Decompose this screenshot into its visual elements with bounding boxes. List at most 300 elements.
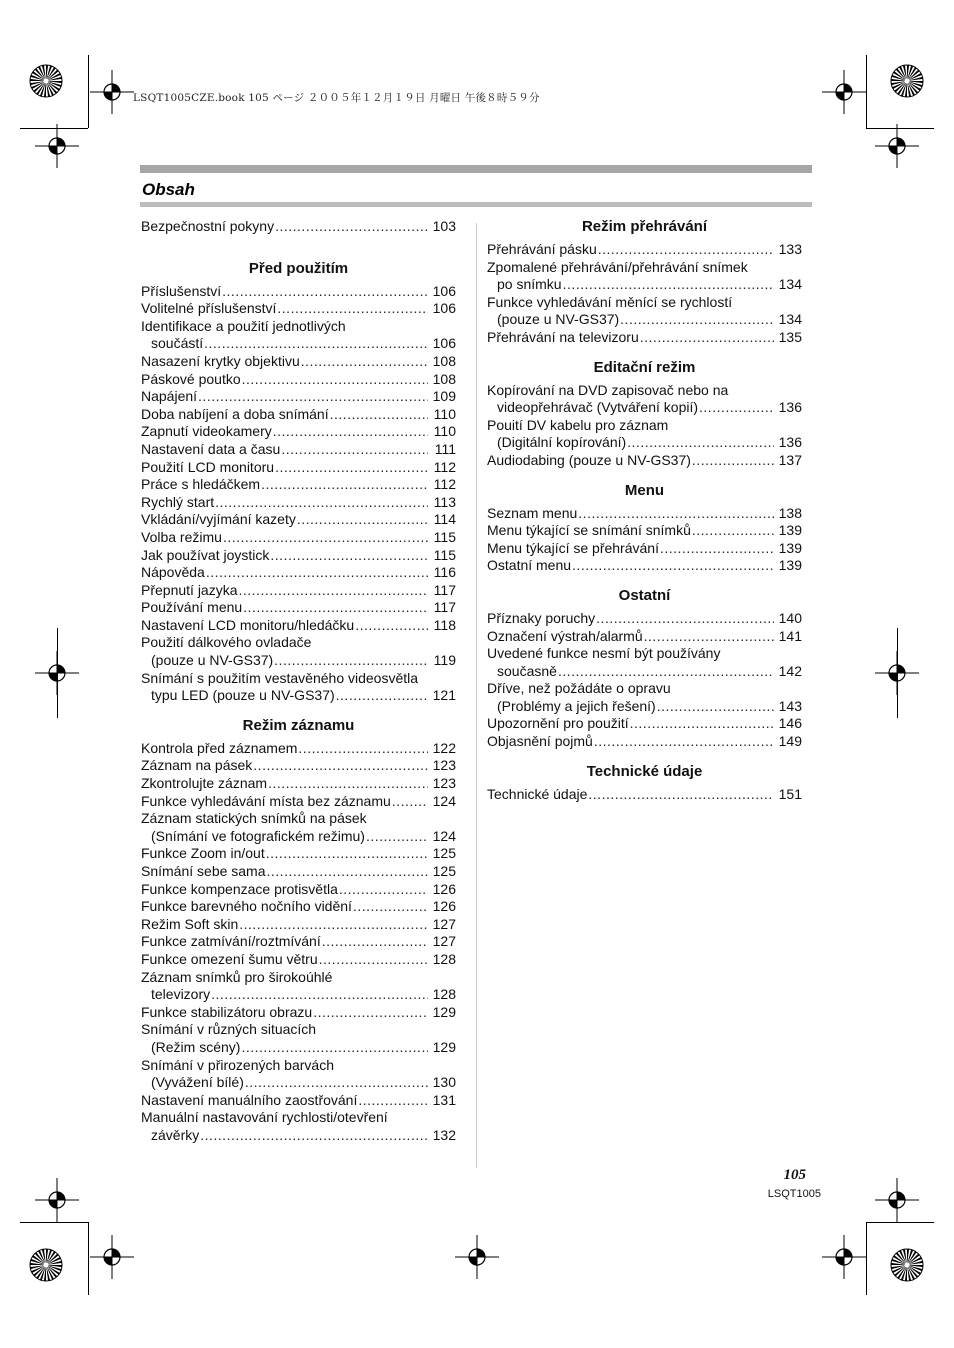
toc-entry-page: 139	[778, 539, 802, 556]
toc-entry	[141, 933, 456, 951]
toc-entry	[141, 863, 456, 881]
toc-entry-line	[141, 933, 456, 951]
toc-entry-page: 138	[778, 504, 802, 521]
toc-entry	[487, 557, 802, 575]
toc-entry-line	[487, 276, 802, 294]
toc-entry-text: Volba režimu	[141, 528, 222, 545]
toc-entry-text: Volitelné příslušenství	[141, 300, 277, 317]
toc-entry-text: Upozornění pro použití	[487, 715, 629, 732]
toc-entry-page: 146	[778, 715, 802, 732]
toc-entry-page: 135	[778, 328, 802, 345]
toc-entry-text-continued: součástí	[151, 335, 204, 352]
toc-entry-text-continued: (Snímání ve fotografickém režimu)	[151, 827, 365, 844]
toc-entry	[487, 505, 802, 523]
dot-leader	[239, 916, 428, 934]
toc-entry-page: 111	[434, 440, 456, 457]
toc-entry-page: 110	[433, 423, 456, 440]
dot-leader	[358, 1092, 428, 1110]
toc-entry	[487, 715, 802, 733]
toc-entry-page: 116	[433, 564, 456, 581]
toc-entry-line	[141, 617, 456, 635]
toc-entry-text: Nastavení data a času	[141, 440, 281, 457]
toc-entry-text: Označení výstrah/alarmů	[487, 627, 643, 644]
crosshair-mark-icon	[822, 1235, 866, 1279]
dot-leader	[640, 329, 774, 347]
toc-entry	[141, 371, 456, 389]
toc-entry-line	[141, 599, 456, 617]
toc-entry-page: 151	[778, 785, 802, 802]
toc-entry-text: Používání menu	[141, 599, 243, 616]
dot-leader	[200, 1127, 428, 1145]
toc-entry-text: Rychlý start	[141, 493, 215, 510]
toc-entry-page: 119	[433, 652, 456, 669]
toc-entry	[141, 441, 456, 459]
print-header-file-info: LSQT1005CZE.book 105 ページ ２００５年１２月１９日 月曜日 午後８時５９分	[133, 92, 540, 104]
toc-entry	[487, 241, 802, 259]
toc-entry-line	[487, 399, 802, 417]
dot-leader	[594, 733, 774, 751]
toc-entry-text: Snímání v různých situacích	[141, 1021, 317, 1038]
toc-entry-text: Snímání s použitím vestavěného videosvětla	[141, 669, 419, 686]
crosshair-mark-icon	[35, 124, 79, 168]
dot-leader	[572, 557, 774, 575]
toc-left-sections	[141, 260, 456, 1145]
toc-entry-line	[141, 335, 456, 353]
toc-entry-text: Funkce barevného nočního vidění	[141, 898, 352, 915]
toc-entry-line	[487, 452, 802, 470]
toc-entry-page: 117	[433, 599, 456, 616]
toc-entry-line	[141, 406, 456, 424]
toc-entry-line	[141, 775, 456, 793]
toc-entry-page: 114	[433, 511, 456, 528]
trim-line	[897, 628, 898, 718]
toc-entry-line	[141, 863, 456, 881]
toc-left-column	[141, 218, 456, 1145]
toc-entry-page: 140	[778, 609, 802, 626]
toc-entry-text: Dříve, než požádáte o opravu	[487, 680, 671, 697]
toc-entry-line	[141, 845, 456, 863]
toc-entry-line	[141, 881, 456, 899]
toc-entry	[487, 628, 802, 646]
toc-entry-line	[141, 300, 456, 318]
toc-entry-line	[141, 1039, 456, 1057]
toc-entry-text: Páskové poutko	[141, 370, 241, 387]
toc-entry-text: Menu týkající se přehrávání	[487, 539, 659, 556]
dot-leader	[319, 951, 428, 969]
toc-entry-line	[141, 986, 456, 1004]
toc-entry	[141, 547, 456, 565]
toc-entry	[487, 382, 802, 417]
toc-entry	[141, 599, 456, 617]
toc-entry-line	[141, 652, 456, 670]
toc-entry-text: Použití dálkového ovladače	[141, 634, 312, 651]
dot-leader	[268, 775, 428, 793]
toc-entry	[487, 680, 802, 715]
dot-leader	[692, 452, 774, 470]
column-divider	[476, 223, 477, 1168]
dot-leader	[578, 505, 774, 523]
toc-entry-text: Nastavení LCD monitoru/hledáčku	[141, 616, 355, 633]
toc-entry	[141, 617, 456, 635]
toc-entry-line	[141, 898, 456, 916]
toc-entry-line	[141, 582, 456, 600]
toc-entry-page: 128	[432, 950, 456, 967]
toc-entry-line	[487, 663, 802, 681]
toc-entry-text: Objasnění pojmů	[487, 733, 593, 750]
toc-entry-line	[141, 1092, 456, 1110]
dot-leader	[274, 652, 428, 670]
dot-leader	[657, 698, 774, 716]
toc-entry-text: Příznaky poruchy	[487, 609, 596, 626]
dot-leader	[699, 399, 774, 417]
toc-entry	[487, 786, 802, 804]
toc-entry-text: Vkládání/vyjímání kazety	[141, 511, 296, 528]
toc-entry-page: 141	[778, 627, 802, 644]
toc-entry-text: Audiodabing (pouze u NV-GS37)	[487, 451, 691, 468]
toc-entry	[141, 318, 456, 353]
toc-entry-line	[141, 529, 456, 547]
dot-leader	[692, 522, 774, 540]
dot-leader	[627, 434, 774, 452]
toc-entry-text: Snímání sebe sama	[141, 863, 266, 879]
dot-leader	[270, 547, 428, 565]
crosshair-mark-icon-svg	[875, 124, 919, 168]
toc-entry	[487, 733, 802, 751]
toc-entry-page: 149	[778, 733, 802, 750]
toc-entry-intro	[141, 218, 456, 236]
trim-line	[866, 1222, 867, 1295]
dot-leader	[355, 617, 428, 635]
toc-entry-text: Seznam menu	[487, 504, 578, 521]
dot-leader	[298, 740, 428, 758]
rosette-mark-icon-svg	[29, 64, 63, 98]
trim-line	[866, 128, 934, 129]
toc-entry	[141, 564, 456, 582]
toc-entry	[141, 1021, 456, 1056]
toc-entry-text: Jak používat joystick	[141, 546, 270, 563]
crosshair-mark-icon-svg	[822, 1235, 866, 1279]
toc-entry-page: 127	[432, 915, 456, 932]
toc-entry-text-continued: televizory	[151, 986, 211, 1003]
toc-section-title: Ostatní	[618, 586, 671, 604]
toc-entry-line	[141, 793, 456, 811]
toc-entry-line	[141, 1127, 456, 1145]
toc-entry-line	[141, 740, 456, 758]
dot-leader	[322, 933, 428, 951]
page-title: Obsah	[142, 180, 195, 199]
dot-leader	[660, 540, 774, 558]
toc-entry-text-continued: (Vyvážení bílé)	[151, 1074, 244, 1091]
crosshair-mark-icon-svg	[822, 70, 866, 114]
rosette-mark-icon-svg	[29, 1248, 63, 1282]
toc-entry-line	[141, 1074, 456, 1092]
dot-leader	[339, 881, 428, 899]
toc-entry	[141, 582, 456, 600]
toc-entry-text: Příslušenství	[141, 282, 222, 299]
toc-entry	[141, 881, 456, 899]
toc-entry	[141, 300, 456, 318]
toc-entry-line	[141, 757, 456, 775]
toc-entry-line	[141, 951, 456, 969]
toc-entry-page: 103	[432, 218, 456, 234]
toc-entry-text: Uvedené funkce nesmí být používány	[487, 645, 721, 662]
toc-entry-page: 125	[432, 863, 456, 879]
toc-entry-page: 117	[433, 581, 456, 598]
toc-entry-page: 136	[778, 434, 802, 451]
crosshair-mark-icon	[875, 124, 919, 168]
dot-leader	[563, 276, 774, 294]
toc-entry-text: Ostatní menu	[487, 557, 572, 574]
toc-entry-line	[487, 505, 802, 523]
toc-entry	[487, 522, 802, 540]
toc-entry-page: 134	[778, 311, 802, 328]
dot-leader	[239, 582, 429, 600]
toc-entry-page: 133	[778, 241, 802, 257]
crosshair-mark-icon-svg	[875, 1178, 919, 1222]
toc-entry	[141, 459, 456, 477]
toc-entry-page: 130	[432, 1074, 456, 1091]
toc-entry	[487, 259, 802, 294]
dot-leader	[275, 459, 428, 477]
toc-entry-line	[141, 388, 456, 406]
toc-entry-page: 126	[432, 880, 456, 897]
toc-entry-page: 115	[433, 528, 456, 545]
toc-entry-page: 113	[433, 493, 456, 510]
toc-entry-line	[141, 476, 456, 494]
toc-entry-line	[487, 311, 802, 329]
toc-entry-page: 121	[432, 687, 456, 704]
toc-entry	[141, 757, 456, 775]
toc-entry-line	[141, 511, 456, 529]
trim-line	[866, 55, 867, 128]
toc-entry-line	[141, 1004, 456, 1022]
toc-entry	[141, 476, 456, 494]
toc-entry-text: Záznam snímků pro širokoúhlé	[141, 968, 333, 985]
toc-entry-text: Funkce Zoom in/out	[141, 845, 265, 862]
dot-leader	[330, 406, 428, 424]
toc-right-column	[487, 218, 802, 803]
toc-entry-text: Přehrávání na televizoru	[487, 328, 639, 345]
toc-entry-text: Kontrola před záznamem	[141, 739, 298, 756]
toc-entry-line	[487, 434, 802, 452]
toc-entry	[141, 511, 456, 529]
toc-entry	[141, 406, 456, 424]
toc-entry-text: Funkce kompenzace protisvětla	[141, 880, 338, 897]
toc-entry-line	[141, 423, 456, 441]
toc-entry-page: 136	[778, 399, 802, 416]
toc-entry-page: 118	[433, 616, 456, 633]
toc-entry-text-continued: (Digitální kopírování)	[497, 434, 627, 451]
dot-leader	[588, 786, 774, 804]
dot-leader	[596, 610, 774, 628]
toc-entry	[141, 388, 456, 406]
toc-entry-line	[141, 353, 456, 371]
toc-entry-line	[487, 610, 802, 628]
toc-entry-text-continued: závěrky	[151, 1126, 200, 1143]
trim-line	[866, 1222, 934, 1223]
toc-entry-text-continued: současně	[497, 662, 557, 679]
toc-entry-page: 115	[433, 546, 456, 563]
toc-entry-page: 124	[432, 827, 456, 844]
toc-entry	[141, 969, 456, 1004]
dot-leader	[211, 986, 428, 1004]
dot-leader	[243, 599, 428, 617]
toc-section-title: Technické údaje	[586, 762, 703, 780]
toc-entry-page: 125	[432, 845, 456, 862]
toc-entry-text-continued: videopřehrávač (Vytváření kopií)	[497, 399, 699, 416]
crosshair-mark-icon-svg	[90, 70, 134, 114]
toc-entry-page: 142	[778, 662, 802, 679]
toc-entry	[141, 775, 456, 793]
toc-entry	[141, 810, 456, 845]
toc-entry-text: Manuální nastavování rychlosti/otevření	[141, 1109, 388, 1126]
toc-entry-line	[487, 522, 802, 540]
dot-leader	[598, 241, 774, 259]
toc-section-title: Režim záznamu	[242, 716, 355, 734]
dot-leader	[277, 300, 428, 318]
rosette-mark-icon-svg	[890, 1248, 924, 1282]
crosshair-mark-icon	[35, 1178, 79, 1222]
toc-entry	[487, 452, 802, 470]
dot-leader	[313, 1004, 428, 1022]
crosshair-mark-icon-svg	[35, 1178, 79, 1222]
toc-entry-page: 126	[432, 898, 456, 915]
toc-section-title: Menu	[624, 481, 665, 499]
toc-entry	[141, 634, 456, 669]
toc-entry	[487, 417, 802, 452]
dot-leader	[630, 715, 774, 733]
dot-leader	[261, 476, 428, 494]
toc-entry-text: Funkce stabilizátoru obrazu	[141, 1003, 313, 1020]
toc-entry-page: 106	[432, 335, 456, 352]
toc-entry-page: 134	[778, 276, 802, 293]
toc-entry-line	[487, 698, 802, 716]
crosshair-mark-icon-svg	[455, 1235, 499, 1279]
toc-entry	[487, 645, 802, 680]
toc-entry-page: 129	[432, 1038, 456, 1055]
dot-leader	[245, 1074, 428, 1092]
toc-entry-text-continued: (pouze u NV-GS37)	[151, 652, 274, 669]
toc-entry-page: 131	[432, 1091, 456, 1108]
toc-entry-page: 108	[432, 352, 456, 369]
dot-leader	[215, 494, 428, 512]
toc-entry-text: Funkce omezení šumu větru	[141, 950, 318, 967]
toc-entry-page: 129	[432, 1003, 456, 1020]
toc-entry-text-continued: (Režim scény)	[151, 1038, 241, 1055]
toc-entry-text-continued: (Problémy a jejich řešení)	[497, 697, 656, 714]
toc-entry	[141, 916, 456, 934]
toc-entry-line	[141, 916, 456, 934]
toc-entry-page: 112	[433, 476, 456, 493]
toc-entry	[141, 494, 456, 512]
toc-entry	[487, 540, 802, 558]
toc-entry-page: 123	[432, 757, 456, 774]
toc-entry	[141, 353, 456, 371]
toc-entry-line	[141, 371, 456, 389]
toc-entry	[141, 1109, 456, 1144]
dot-leader	[297, 511, 428, 529]
trim-line	[88, 55, 89, 128]
toc-entry-text: Pouití DV kabelu pro záznam	[487, 416, 669, 433]
toc-entry-line	[487, 786, 802, 804]
toc-right-sections	[487, 218, 802, 803]
toc-entry-page: 108	[432, 370, 456, 387]
dot-leader	[336, 687, 428, 705]
toc-entry-text-continued: po snímku	[497, 276, 562, 293]
rosette-mark-icon	[29, 1248, 63, 1282]
dot-leader	[223, 529, 428, 547]
toc-entry-text: Práce s hledáčkem	[141, 476, 261, 493]
crosshair-mark-icon-svg	[90, 1235, 134, 1279]
toc-entry-text: Nastavení manuálního zaostřování	[141, 1091, 358, 1108]
dot-leader	[644, 628, 774, 646]
toc-entry-text: Záznam statických snímků na pásek	[141, 810, 367, 827]
toc-entry-line	[141, 441, 456, 459]
toc-section-title: Režim přehrávání	[581, 218, 708, 235]
toc-entry	[141, 1004, 456, 1022]
toc-entry-page: 124	[432, 792, 456, 809]
crosshair-mark-icon	[822, 70, 866, 114]
dot-leader	[558, 663, 774, 681]
toc-entry-line	[487, 557, 802, 575]
dot-leader	[267, 863, 428, 881]
toc-entry-text: Funkce vyhledávání měnící se rychlostí	[487, 293, 733, 310]
toc-entry-page: 110	[433, 405, 456, 422]
document-code: LSQT1005	[767, 1188, 821, 1200]
toc-entry	[141, 1092, 456, 1110]
toc-entry	[141, 529, 456, 547]
dot-leader	[198, 388, 428, 406]
toc-entry-page: 123	[432, 775, 456, 792]
title-bar-bottom	[140, 202, 812, 207]
dot-leader	[242, 371, 428, 389]
rosette-mark-icon	[29, 64, 63, 98]
toc-entry-text: Menu týkající se snímání snímků	[487, 522, 691, 539]
toc-entry-line	[141, 459, 456, 477]
toc-entry-page: 112	[433, 458, 456, 475]
crosshair-mark-icon	[455, 1235, 499, 1279]
trim-line	[88, 1222, 89, 1295]
toc-entry-line	[141, 547, 456, 565]
toc-entry-text: Přehrávání pásku	[487, 241, 597, 257]
toc-entry-line	[487, 733, 802, 751]
toc-entry-text: Identifikace a použití jednotlivých	[141, 317, 346, 334]
toc-entry-line	[487, 329, 802, 347]
toc-entry	[487, 610, 802, 628]
toc-entry-page: 137	[778, 451, 802, 468]
dot-leader	[392, 793, 428, 811]
dot-leader	[266, 845, 428, 863]
toc-section-title: Editační režim	[593, 358, 696, 376]
crosshair-mark-icon	[90, 1235, 134, 1279]
toc-entry-page: 127	[432, 933, 456, 950]
dot-leader	[273, 423, 428, 441]
toc-entry-text: Režim Soft skin	[141, 915, 239, 932]
toc-entry	[141, 740, 456, 758]
toc-entry-text: Přepnutí jazyka	[141, 581, 238, 598]
toc-entry-page: 143	[778, 697, 802, 714]
toc-entry-text: Snímání v přirozených barvách	[141, 1056, 334, 1073]
toc-entry-text-continued: typu LED (pouze u NV-GS37)	[151, 687, 335, 704]
toc-entry-text-continued: (pouze u NV-GS37)	[497, 311, 620, 328]
rosette-mark-icon	[890, 1248, 924, 1282]
toc-entry-page: 122	[432, 739, 456, 756]
toc-entry-page: 106	[432, 282, 456, 299]
toc-entry-text: Kopírování na DVD zapisovač nebo na	[487, 381, 729, 398]
toc-entry-text: Technické údaje	[487, 785, 588, 802]
dot-leader	[301, 353, 428, 371]
trim-line	[20, 1222, 88, 1223]
